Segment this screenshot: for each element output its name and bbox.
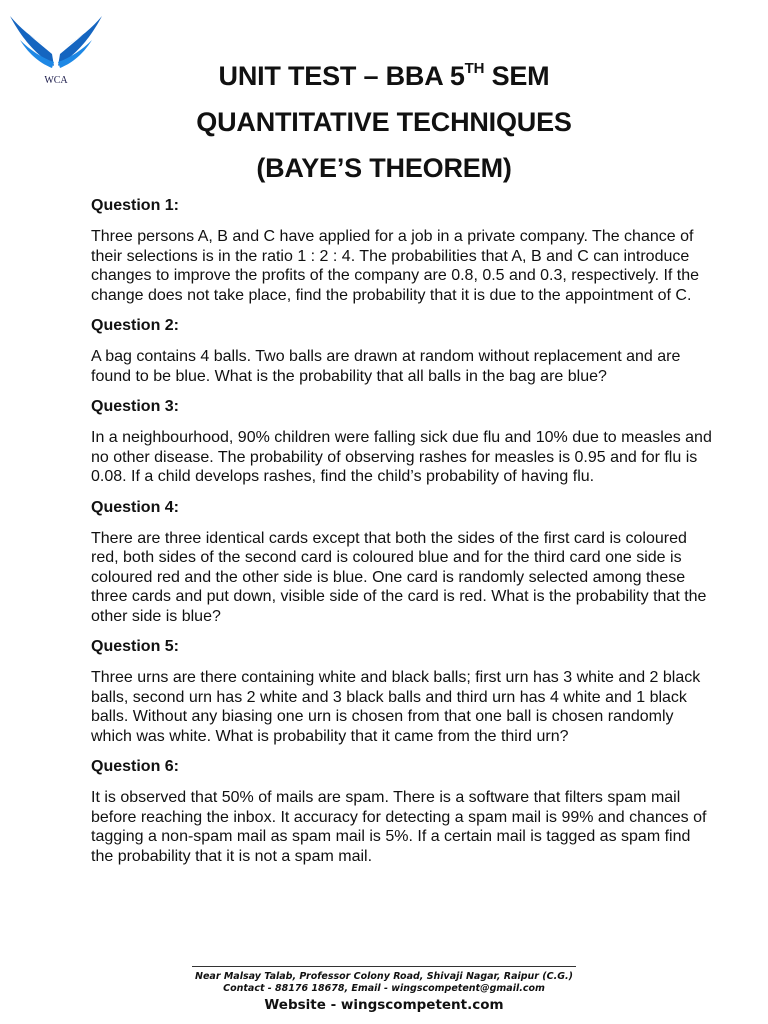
logo-text: WCA bbox=[44, 75, 68, 86]
question-heading: Question 6: bbox=[91, 758, 180, 775]
question-list bbox=[91, 196, 713, 877]
title-line-2: QUANTITATIVE TECHNIQUES bbox=[196, 107, 572, 137]
title-line-1 bbox=[0, 56, 768, 91]
question-5 bbox=[91, 637, 713, 746]
question-text: A bag contains 4 balls. Two balls are drawn at random without replacement and are found to be blue. What is the probability that all balls in the bag are blue? bbox=[91, 348, 681, 385]
document-title bbox=[0, 56, 768, 200]
footer-contact: Contact - 88176 18678, Email - wingscompetent@gmail.com bbox=[223, 983, 545, 994]
question-6 bbox=[91, 757, 713, 866]
title-unit-test: UNIT TEST – BBA 5 bbox=[218, 61, 465, 91]
footer-divider bbox=[192, 966, 576, 967]
footer-website: Website - wingscompetent.com bbox=[264, 997, 504, 1013]
question-text: Three urns are there containing white and black balls; first urn has 3 white and 2 black balls, second urn has 2 white and 3 black balls and third urn has 4 white and 1 black balls. Without any biasing one urn is chosen from that one ball is chosen randomly which was white. What is probability that it came from the third urn? bbox=[91, 669, 701, 745]
question-2 bbox=[91, 316, 713, 386]
title-superscript: TH bbox=[464, 60, 485, 77]
question-text: Three persons A, B and C have applied for a job in a private company. The chance of their selections is in the ratio 1 : 2 : 4. The probabilities that A, B and C can introduce changes to improve the profits of the company are 0.8, 0.5 and 0.3, respectively. If the change does not take place, find the probability that it is due to the appointment of C. bbox=[91, 228, 700, 304]
question-text: In a neighbourhood, 90% children were falling sick due flu and 10% due to measles and no other disease. The probability of observing rashes for measles is 0.95 and for flu is 0.08. If a child develops rashes, find the child’s probability of having flu. bbox=[91, 429, 712, 485]
question-heading: Question 4: bbox=[91, 498, 180, 516]
question-text: There are three identical cards except that both the sides of the first card is coloured red, both sides of the second card is coloured blue and for the third card one side is coloured red and the other side is blue. One card is randomly selected among these three cards and put down, visible side of the card is red. What is the probability that the other side is blue? bbox=[91, 529, 707, 625]
question-4 bbox=[91, 498, 713, 627]
question-heading: Question 1: bbox=[91, 197, 180, 214]
page-footer bbox=[192, 966, 576, 1014]
question-1 bbox=[91, 196, 713, 305]
footer-address: Near Malsay Talab, Professor Colony Road, Shivaji Nagar, Raipur (C.G.) bbox=[195, 971, 573, 982]
question-3 bbox=[91, 397, 713, 487]
question-heading: Question 3: bbox=[91, 398, 180, 415]
title-line-3: (BAYE’S THEOREM) bbox=[256, 153, 512, 183]
title-sem: SEM bbox=[484, 61, 550, 91]
question-heading: Question 5: bbox=[91, 638, 180, 655]
question-heading: Question 2: bbox=[91, 317, 180, 334]
question-text: It is observed that 50% of mails are spam. There is a software that filters spam mail before reaching the inbox. It accuracy for detecting a spam mail is 99% and chances of tagging a non-spam mail as spam mail is 5%. If a certain mail is tagged as spam find the probability that it is not a spam mail. bbox=[91, 789, 707, 865]
